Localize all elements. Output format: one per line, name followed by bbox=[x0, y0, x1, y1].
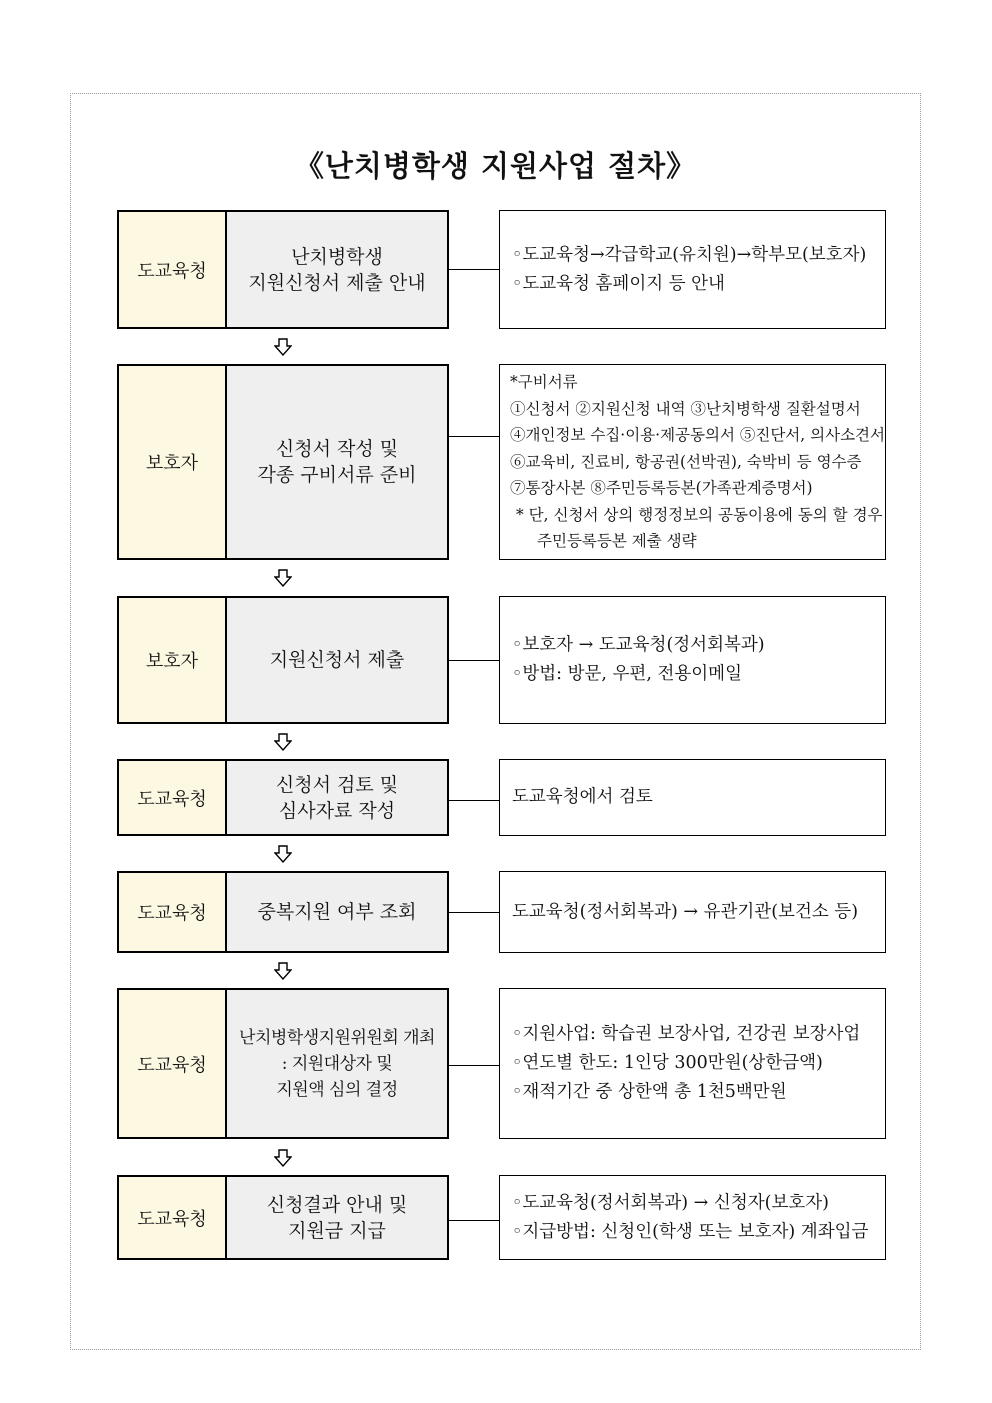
actor-box: 도교육청 bbox=[117, 988, 227, 1139]
process-line: 신청서 작성 및 bbox=[275, 438, 399, 460]
process-line: 지원신청서 제출 bbox=[269, 649, 405, 671]
down-arrow-icon bbox=[274, 962, 292, 980]
down-arrow-icon bbox=[274, 338, 292, 356]
flow-step-6 bbox=[0, 988, 992, 1139]
connector-line bbox=[449, 660, 499, 661]
actor-box: 도교육청 bbox=[117, 871, 227, 953]
process-line: 심사자료 작성 bbox=[278, 799, 396, 822]
actor-box: 도교육청 bbox=[117, 759, 227, 836]
down-arrow-icon bbox=[274, 1149, 292, 1167]
detail-line: 도교육청에서 검토 bbox=[512, 787, 653, 807]
actor-box: 보호자 bbox=[117, 364, 227, 560]
connector-line bbox=[449, 269, 499, 270]
page-title: 《난치병학생 지원사업 절차》 bbox=[294, 149, 697, 183]
connector-line bbox=[449, 1220, 499, 1221]
process-line: 지원신청서 제출 안내 bbox=[248, 271, 426, 294]
connector-line bbox=[449, 1065, 499, 1066]
flow-step-4 bbox=[0, 759, 992, 836]
connector-line bbox=[449, 800, 499, 801]
process-line: 각종 구비서류 준비 bbox=[257, 464, 417, 486]
detail-box bbox=[499, 871, 886, 953]
process-line: 난치병학생 bbox=[291, 245, 383, 268]
process-line: : 지원대상자 및 bbox=[281, 1053, 393, 1074]
detail-line: ④개인정보 수집·이용·제공동의서 ⑤진단서, 의사소견서 bbox=[510, 426, 885, 444]
down-arrow-icon bbox=[274, 845, 292, 863]
connector-line bbox=[449, 436, 499, 437]
detail-line: ◦지원사업: 학습권 보장사업, 건강권 보장사업 bbox=[512, 1024, 861, 1044]
detail-note: * 단, 신청서 상의 행정정보의 공동이용에 동의 할 경우 bbox=[516, 505, 883, 524]
process-box bbox=[225, 759, 449, 836]
detail-line: ⑦통장사본 ⑧주민등록등본(가족관계증명서) bbox=[510, 479, 813, 497]
detail-note: 주민등록등본 제출 생략 bbox=[537, 532, 697, 550]
detail-box bbox=[499, 988, 886, 1139]
actor-box: 도교육청 bbox=[117, 210, 227, 329]
flow-step-2 bbox=[0, 364, 992, 560]
actor-box: 보호자 bbox=[117, 596, 227, 724]
process-line: 신청결과 안내 및 bbox=[266, 1193, 408, 1216]
process-line: 지원금 지급 bbox=[288, 1219, 386, 1242]
detail-line: ◦연도별 한도: 1인당 300만원(상한금액) bbox=[512, 1053, 823, 1073]
process-box bbox=[225, 364, 449, 560]
process-line: 중복지원 여부 조회 bbox=[257, 901, 417, 923]
down-arrow-icon bbox=[274, 733, 292, 751]
connector-line bbox=[449, 912, 499, 913]
detail-line: ◦도교육청→각급학교(유치원)→학부모(보호자) bbox=[512, 244, 867, 265]
process-box bbox=[225, 210, 449, 329]
detail-box bbox=[499, 210, 886, 329]
detail-box bbox=[499, 1175, 886, 1260]
flow-step-7 bbox=[0, 1175, 992, 1260]
required-documents-box bbox=[499, 364, 886, 560]
detail-line: ◦보호자 → 도교육청(정서회복과) bbox=[512, 635, 765, 655]
detail-line: ◦지급방법: 신청인(학생 또는 보호자) 계좌입금 bbox=[512, 1221, 869, 1242]
detail-box bbox=[499, 596, 886, 724]
detail-line: ①신청서 ②지원신청 내역 ③난치병학생 질환설명서 bbox=[510, 399, 861, 418]
actor-box: 도교육청 bbox=[117, 1175, 227, 1260]
process-box bbox=[225, 596, 449, 724]
process-box bbox=[225, 871, 449, 953]
detail-box bbox=[499, 759, 886, 836]
process-line: 신청서 검토 및 bbox=[275, 773, 399, 796]
detail-line: 도교육청(정서회복과) → 유관기관(보건소 등) bbox=[512, 901, 859, 922]
detail-line: ◦방법: 방문, 우편, 전용이메일 bbox=[512, 664, 742, 684]
process-line: 지원액 심의 결정 bbox=[276, 1079, 398, 1100]
process-box bbox=[225, 988, 449, 1139]
process-box bbox=[225, 1175, 449, 1260]
down-arrow-icon bbox=[274, 569, 292, 587]
flow-step-5 bbox=[0, 871, 992, 953]
detail-line: ◦재적기간 중 상한액 총 1천5백만원 bbox=[512, 1082, 787, 1102]
detail-line: ◦도교육청 홈페이지 등 안내 bbox=[512, 273, 725, 294]
flow-step-1 bbox=[0, 210, 992, 329]
process-line: 난치병학생지원위원회 개최 bbox=[239, 1027, 435, 1048]
flow-step-3 bbox=[0, 596, 992, 724]
detail-line: ⑥교육비, 진료비, 항공권(선박권), 숙박비 등 영수증 bbox=[510, 452, 862, 471]
detail-line: ◦도교육청(정서회복과) → 신청자(보호자) bbox=[512, 1192, 829, 1213]
detail-line: *구비서류 bbox=[510, 373, 578, 391]
